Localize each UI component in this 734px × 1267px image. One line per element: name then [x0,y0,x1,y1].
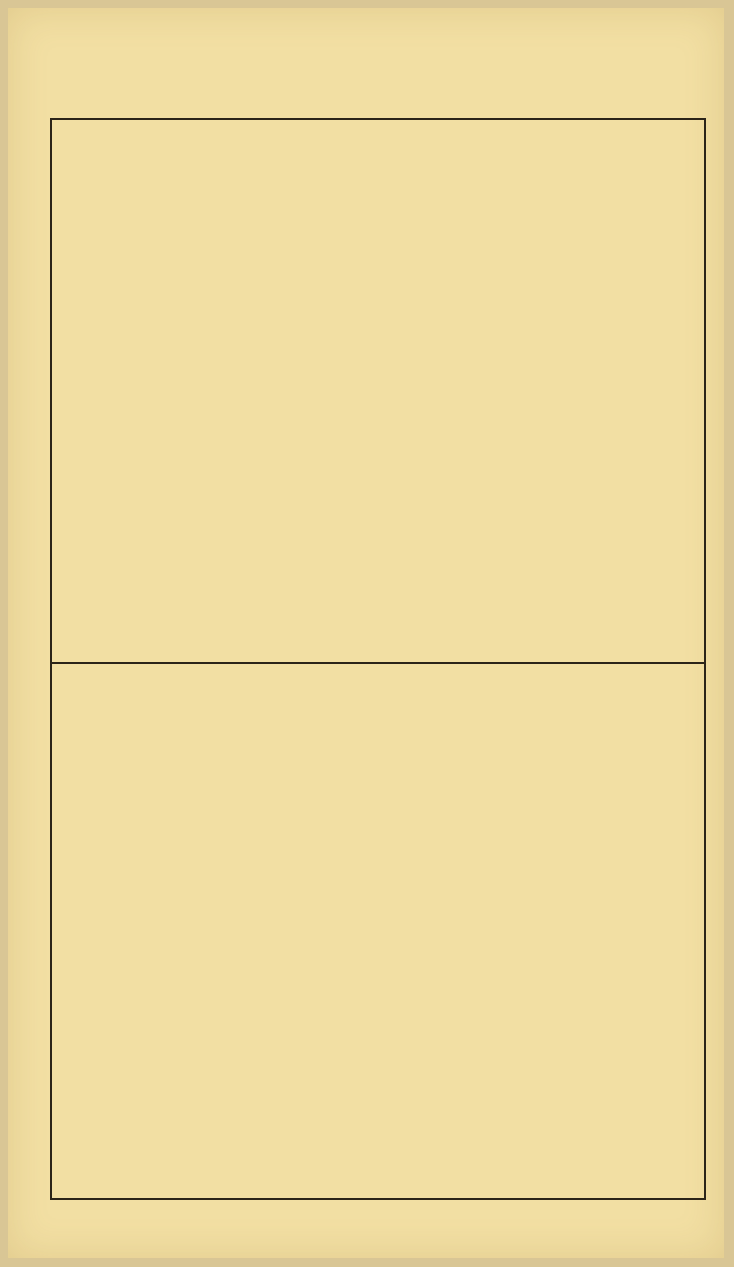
lower-register [52,664,704,1198]
upper-register [52,120,704,660]
contents-frame [50,118,706,1200]
book-page [8,8,724,1258]
lower-columns [68,678,690,1188]
upper-columns [68,134,690,650]
